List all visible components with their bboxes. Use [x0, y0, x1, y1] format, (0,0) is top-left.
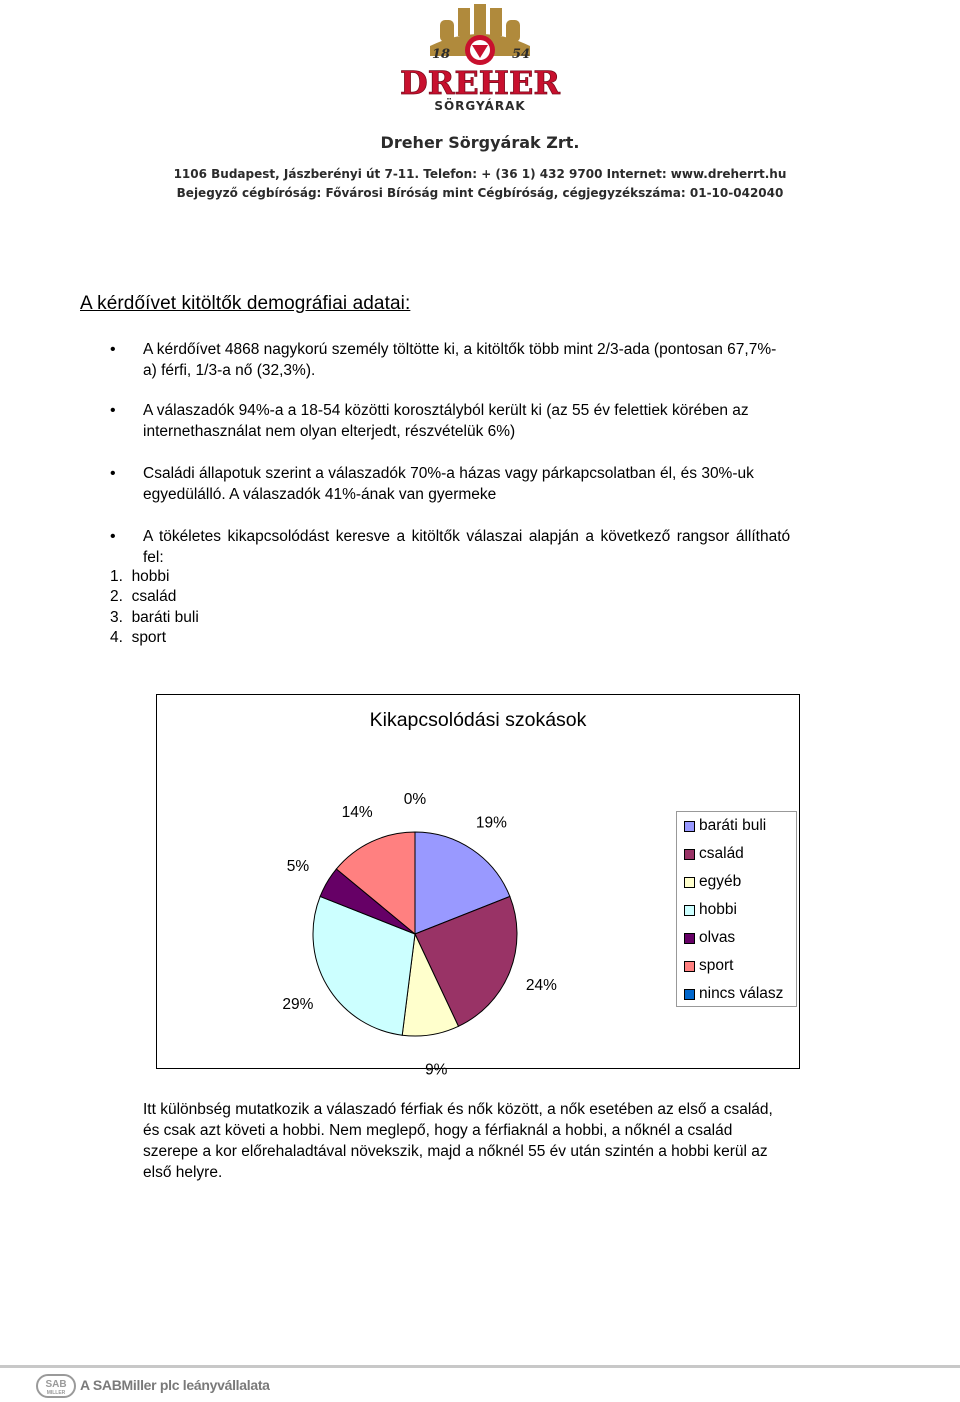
bullet-line: egyedülálló. A válaszadók 41%-ának van gyermeke [143, 486, 497, 503]
ranking-item [110, 607, 199, 628]
founding-year-right: 54 [512, 47, 531, 62]
bullet-icon: • [110, 341, 116, 358]
bullet-item [143, 463, 883, 505]
dreher-logo [400, 2, 560, 122]
chart-title: Kikapcsolódási szokások [369, 709, 587, 731]
legend-swatch [684, 961, 695, 972]
brand-subtitle: SÖRGYÁRAK [434, 99, 526, 113]
ranking-label: család [131, 588, 177, 605]
ranking-label: hobbi [131, 568, 170, 585]
pie-data-label-család: 24% [525, 977, 557, 995]
ranking-item [110, 566, 170, 587]
legend-label: baráti buli [699, 817, 767, 834]
legend-label: sport [699, 957, 734, 974]
bullet-icon: • [110, 528, 116, 545]
paragraph-line: Itt különbség mutatkozik a válaszadó férfiak és nők között, a nők esetében az első a család, [143, 1101, 773, 1118]
ranking-label: sport [131, 629, 167, 646]
bullet-line: internethasználat nem olyan elterjedt, részvételük 6%) [143, 423, 516, 440]
bullet-line: A kérdőívet 4868 nagykorú személy töltötte ki, a kitöltők több mint 2/3-ada (pontosan 67,7%- [143, 341, 777, 358]
bullet-line: A tökéletes kikapcsolódást keresve a kitöltők válaszai alapján a következő rangsor állítható [143, 528, 791, 545]
bullet-line: a) férfi, 1/3-a nő (32,3%). [143, 362, 316, 379]
pie-data-label-egyéb: 9% [425, 1061, 448, 1079]
pie-data-label-olvas: 5% [286, 857, 310, 875]
pie-data-label-sport: 14% [341, 803, 373, 821]
sabmiller-logo-icon [36, 1374, 76, 1398]
badge-icon [465, 35, 495, 65]
bullet-line: fel: [143, 549, 164, 566]
bullet-icon: • [110, 402, 116, 419]
logo-text-top: SAB [45, 1379, 67, 1390]
legend-swatch [684, 933, 695, 944]
ranking-number: 3. [110, 609, 123, 626]
pie-data-label-baráti-buli: 19% [475, 814, 507, 832]
ranking-item [110, 627, 166, 648]
section-heading: A kérdőívet kitöltők demográfiai adatai: [80, 293, 411, 314]
company-name: Dreher Sörgyárak Zrt. [380, 133, 580, 152]
legend-swatch [684, 905, 695, 916]
bullet-line: Családi állapotuk szerint a válaszadók 70%-a házas vagy párkapcsolatban él, és 30%-uk [143, 465, 754, 482]
legend-swatch [684, 821, 695, 832]
founding-year-left: 18 [432, 47, 451, 62]
ranking-item [110, 586, 176, 607]
registry-line: Bejegyző cégbíróság: Fővárosi Bíróság mint Cégbíróság, cégjegyzékszáma: 01-10-042040 [176, 186, 784, 200]
bullet-item [143, 400, 883, 442]
bullet-item [143, 339, 883, 381]
legend-swatch [684, 989, 695, 1000]
contact-line: 1106 Budapest, Jászberényi út 7-11. Telefon: + (36 1) 432 9700 Internet: www.dreherrt.hu [173, 167, 787, 181]
legend-swatch [684, 849, 695, 860]
ranking-number: 1. [110, 568, 123, 585]
pie-data-label-hobbi: 29% [282, 996, 314, 1014]
ranking-number: 2. [110, 588, 123, 605]
legend-label: család [699, 845, 744, 862]
bullet-line: A válaszadók 94%-a a 18-54 közötti korosztályból került ki (az 55 év felettiek körében az [143, 402, 749, 419]
paragraph-line: szerepe a kor előrehaladtával növekszik, majd a nőknél 55 év után szintén a hobbi kerül az [143, 1143, 768, 1160]
legend-label: hobbi [699, 901, 737, 918]
legend-label: olvas [699, 929, 736, 946]
bullet-icon: • [110, 465, 116, 482]
bullet-item [143, 526, 883, 568]
footer-rule [0, 1365, 960, 1368]
paragraph-line: első helyre. [143, 1164, 223, 1181]
brand-wordmark: DREHER [400, 64, 560, 102]
summary-paragraph [143, 1099, 883, 1183]
paragraph-line: és csak azt követi a hobbi. Nem meglepő, hogy a férfiaknál a hobbi, a nőknél a család [143, 1122, 733, 1139]
legend-label: egyéb [699, 873, 742, 890]
ranking-number: 4. [110, 629, 123, 646]
chart-legend [676, 811, 797, 1007]
legend-swatch [684, 877, 695, 888]
ranking-label: baráti buli [131, 609, 199, 626]
footer-text: A SABMiller plc leányvállalata [80, 1377, 270, 1393]
logo-text-bottom: MILLER [46, 1390, 66, 1396]
legend-label: nincs válasz [699, 985, 784, 1002]
pie-data-label-nincs-válasz: 0% [403, 791, 427, 808]
